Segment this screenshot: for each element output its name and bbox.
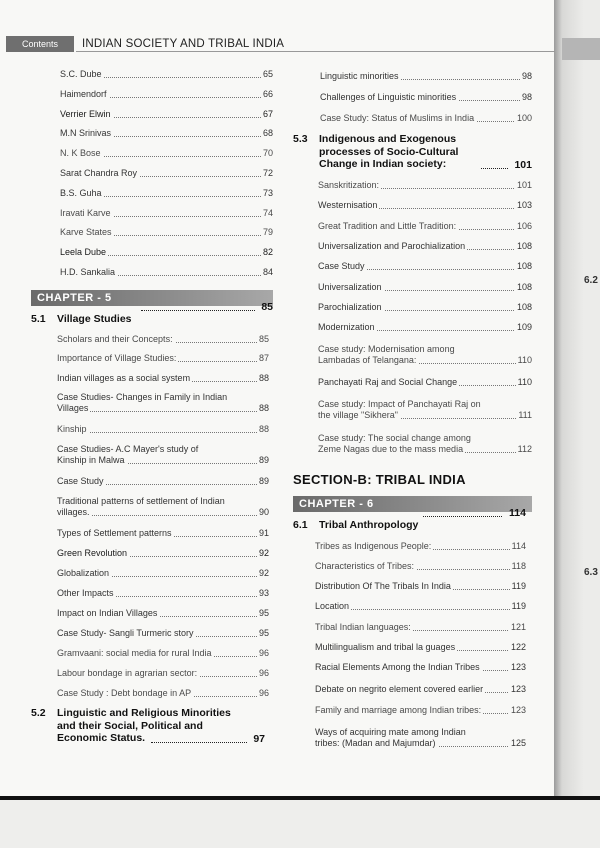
entry-page: 125: [510, 738, 526, 748]
entry-title: Multilingualism and tribal la guages: [315, 642, 456, 652]
toc-entry[interactable]: [57, 528, 269, 539]
entry-page: 92: [258, 548, 269, 558]
entry-page: 72: [262, 168, 273, 178]
entry-title: Great Tradition and Little Tradition:: [318, 221, 457, 231]
toc-entry[interactable]: [315, 662, 526, 673]
toc-entry[interactable]: [318, 433, 532, 455]
entry-title: Ways of acquiring mate among Indian: [315, 727, 466, 737]
entry-title: Indian villages as a social system: [57, 373, 191, 383]
section-5-2-heading[interactable]: [31, 707, 265, 745]
toc-entry[interactable]: [315, 581, 526, 592]
entry-page: 96: [258, 668, 269, 678]
section-page: 114: [509, 506, 526, 519]
toc-entry[interactable]: [318, 221, 532, 232]
margin-label-6-2: 6.2: [584, 275, 598, 286]
entry-title: N. K Bose: [60, 148, 101, 158]
next-page-edge: [554, 0, 600, 796]
section-title: Tribal Anthropology: [319, 519, 419, 531]
toc-entry[interactable]: [60, 188, 273, 199]
entry-page: 123: [510, 662, 526, 672]
toc-entry[interactable]: [60, 89, 273, 100]
entry-title: Other Impacts: [57, 588, 114, 598]
toc-entry[interactable]: [318, 322, 532, 333]
entry-page: 85: [258, 334, 269, 344]
toc-entry[interactable]: [60, 267, 273, 278]
entry-title-line2: tribes: (Madan and Majumdar): [315, 738, 436, 748]
entry-title: Types of Settlement patterns: [57, 528, 172, 538]
toc-entry[interactable]: [57, 588, 269, 599]
toc-entry[interactable]: [57, 648, 269, 659]
entry-page: 123: [510, 684, 526, 694]
toc-entry[interactable]: [57, 424, 269, 435]
entry-title: Case study: Impact of Panchayati Raj on: [318, 399, 481, 409]
entry-title-line2: the village "Sikhera": [318, 410, 398, 420]
section-title-line2: and their Social, Political and: [57, 719, 203, 732]
entry-page: 88: [258, 424, 269, 434]
entry-title: Karve States: [60, 227, 112, 237]
toc-entry[interactable]: [318, 399, 532, 421]
entry-title: Case Study: [57, 476, 104, 486]
chapter-6-banner: CHAPTER - 6: [293, 496, 532, 512]
entry-page: 114: [511, 541, 526, 551]
entry-page: 110: [517, 377, 532, 387]
toc-entry[interactable]: [57, 353, 269, 364]
entry-page: 84: [262, 267, 273, 277]
toc-entry[interactable]: [318, 282, 532, 293]
entry-title: Verrier Elwin: [60, 109, 111, 119]
entry-page: 96: [258, 648, 269, 658]
entry-title: Traditional patterns of settlement of Indian: [57, 496, 225, 506]
toc-entry[interactable]: [315, 642, 526, 653]
margin-label-6-3: 6.3: [584, 567, 598, 578]
entry-title: Gramvaani: social media for rural India: [57, 648, 212, 658]
entry-page: 65: [262, 69, 273, 79]
toc-entry[interactable]: [315, 601, 526, 612]
entry-page: 118: [511, 561, 526, 571]
entry-page: 98: [521, 71, 532, 81]
entry-page: 109: [516, 322, 532, 332]
entry-title: Family and marriage among Indian tribes:: [315, 705, 482, 715]
entry-page: 73: [262, 188, 273, 198]
section-number: 5.2: [31, 707, 46, 719]
entry-title: Case Study : Debt bondage in AP: [57, 688, 192, 698]
entry-title-line2: Kinship in Malwa: [57, 455, 125, 465]
entry-title: Case study: Modernisation among: [318, 344, 455, 354]
toc-entry[interactable]: [318, 302, 532, 313]
entry-title: Globalization: [57, 568, 110, 578]
entry-page: 108: [516, 282, 532, 292]
entry-page: 122: [510, 642, 526, 652]
entry-page: 92: [258, 568, 269, 578]
entry-title: Sanskritization:: [318, 180, 380, 190]
entry-title: Location: [315, 601, 350, 611]
contents-tab: Contents: [6, 36, 74, 52]
section-title-line1: Indigenous and Exogenous: [319, 133, 457, 145]
entry-page: 101: [516, 180, 532, 190]
toc-entry[interactable]: [57, 444, 269, 466]
entry-title: Labour bondage in agrarian sector:: [57, 668, 198, 678]
entry-page: 98: [521, 92, 532, 102]
entry-page: 119: [511, 601, 526, 611]
entry-title: H.D. Sankalia: [60, 267, 116, 277]
entry-page: 96: [258, 688, 269, 698]
entry-title: Haimendorf: [60, 89, 107, 99]
entry-page: 108: [516, 302, 532, 312]
entry-page: 90: [258, 507, 269, 517]
toc-entry[interactable]: [315, 727, 526, 749]
next-page-tab: [562, 38, 600, 60]
entry-title: Challenges of Linguistic minorities: [320, 92, 457, 102]
toc-entry[interactable]: [320, 71, 532, 82]
entry-title: Case Study: [318, 261, 365, 271]
chapter-5-banner: CHAPTER - 5: [31, 290, 273, 306]
entry-title: Linguistic minorities: [320, 71, 399, 81]
entry-title: B.S. Guha: [60, 188, 102, 198]
toc-entry[interactable]: [57, 628, 269, 639]
section-number: 6.1: [293, 519, 308, 531]
toc-entry[interactable]: [60, 247, 273, 258]
toc-entry[interactable]: [318, 261, 532, 272]
section-title-line1: Linguistic and Religious Minorities: [57, 707, 231, 719]
leader-dots: [151, 742, 247, 743]
entry-page: 91: [258, 528, 269, 538]
toc-entry[interactable]: [315, 561, 526, 572]
section-number: 5.1: [31, 313, 46, 325]
entry-title: Modernization: [318, 322, 375, 332]
entry-title: Importance of Village Studies:: [57, 353, 177, 363]
entry-page: 121: [510, 622, 526, 632]
toc-entry[interactable]: [318, 377, 532, 388]
toc-entry[interactable]: [57, 496, 269, 518]
toc-entry[interactable]: [320, 92, 532, 103]
entry-title-line2: villages.: [57, 507, 90, 517]
entry-title: Kinship: [57, 424, 87, 434]
entry-title-line2: Lambadas of Telangana:: [318, 355, 417, 365]
leader-dots: [423, 516, 502, 517]
toc-entry[interactable]: [320, 113, 532, 124]
entry-page: 110: [517, 355, 532, 365]
entry-title: Impact on Indian Villages: [57, 608, 158, 618]
entry-page: 74: [262, 208, 273, 218]
entry-title: Debate on negrito element covered earlier: [315, 684, 484, 694]
section-title: Village Studies: [57, 313, 132, 325]
section-5-3-heading[interactable]: [293, 133, 532, 171]
entry-title: M.N Srinivas: [60, 128, 112, 138]
section-page: 97: [253, 732, 265, 745]
entry-page: 123: [510, 705, 526, 715]
entry-title: Case Studies- A.C Mayer's study of: [57, 444, 199, 454]
entry-title: Distribution Of The Tribals In India: [315, 581, 451, 591]
entry-title: Racial Elements Among the Indian Tribes: [315, 662, 480, 672]
entry-page: 68: [262, 128, 273, 138]
entry-title: Characteristics of Tribes:: [315, 561, 415, 571]
entry-title: Iravati Karve: [60, 208, 111, 218]
entry-page: 93: [258, 588, 269, 598]
toc-entry[interactable]: [57, 392, 269, 414]
entry-title: Case study: The social change among: [318, 433, 471, 443]
entry-page: 87: [258, 353, 269, 363]
entry-title: Parochialization: [318, 302, 382, 312]
toc-entry[interactable]: [57, 568, 269, 579]
entry-page: 82: [262, 247, 273, 257]
page-header: [0, 36, 555, 52]
entry-title: Tribal Indian languages:: [315, 622, 411, 632]
entry-title: Tribes as Indigenous People:: [315, 541, 432, 551]
toc-entry[interactable]: [60, 128, 273, 139]
section-page: 101: [514, 158, 532, 171]
toc-entry[interactable]: [318, 200, 532, 211]
section-title-line2: processes of Socio-Cultural: [319, 145, 459, 158]
toc-entry[interactable]: [57, 548, 269, 559]
entry-page: 66: [262, 89, 273, 99]
entry-title: S.C. Dube: [60, 69, 102, 79]
entry-page: 111: [518, 410, 532, 420]
toc-entry[interactable]: [60, 109, 273, 120]
entry-title: Case Studies- Changes in Family in Indian: [57, 392, 228, 402]
toc-entry[interactable]: [60, 208, 273, 219]
entry-title: Universalization and Parochialization: [318, 241, 466, 251]
entry-page: 108: [516, 241, 532, 251]
entry-page: 89: [258, 476, 269, 486]
entry-title-line2: Villages: [57, 403, 89, 413]
toc-entry[interactable]: [57, 373, 269, 384]
entry-page: 106: [516, 221, 532, 231]
toc-entry[interactable]: [57, 334, 269, 345]
entry-title: Panchayati Raj and Social Change: [318, 377, 458, 387]
toc-entry[interactable]: [57, 476, 269, 487]
entry-title: Universalization: [318, 282, 382, 292]
toc-entry[interactable]: [318, 241, 532, 252]
entry-page: 112: [517, 444, 532, 454]
entry-page: 79: [262, 227, 273, 237]
toc-entry[interactable]: [315, 541, 526, 552]
toc-entry[interactable]: [315, 705, 526, 716]
section-title-line3: Change in Indian society:: [319, 158, 447, 170]
leader-dots: [141, 310, 255, 311]
entry-title: Leela Dube: [60, 247, 107, 257]
entry-title: Scholars and their Concepts:: [57, 334, 173, 344]
page-bottom-edge: [0, 796, 600, 800]
section-number: 5.3: [293, 133, 308, 145]
toc-entry[interactable]: [60, 168, 273, 179]
entry-page: 89: [258, 455, 269, 465]
entry-page: 95: [258, 608, 269, 618]
toc-entry[interactable]: [57, 608, 269, 619]
toc-entry[interactable]: [315, 622, 526, 633]
entry-page: 88: [258, 373, 269, 383]
entry-page: 119: [511, 581, 526, 591]
entry-title: Westernisation: [318, 200, 378, 210]
entry-title: Green Revolution: [57, 548, 128, 558]
entry-page: 100: [516, 113, 532, 123]
toc-entry[interactable]: [60, 227, 273, 238]
entry-page: 108: [516, 261, 532, 271]
leader-dots: [481, 168, 508, 169]
section-page: 85: [261, 300, 273, 313]
toc-entry[interactable]: [318, 344, 532, 366]
entry-page: 70: [262, 148, 273, 158]
toc-entry[interactable]: [318, 180, 532, 191]
toc-entry[interactable]: [57, 668, 269, 679]
section-title-line3: Economic Status.: [57, 732, 146, 744]
toc-entry[interactable]: [57, 688, 269, 699]
entry-page: 88: [258, 403, 269, 413]
toc-entry[interactable]: [60, 69, 273, 80]
entry-title: Case Study- Sangli Turmeric story: [57, 628, 194, 638]
entry-page: 103: [516, 200, 532, 210]
section-b-heading: SECTION-B: TRIBAL INDIA: [293, 472, 466, 487]
entry-title-line2: Zeme Nagas due to the mass media: [318, 444, 464, 454]
entry-page: 67: [262, 109, 273, 119]
toc-entry[interactable]: [60, 148, 273, 159]
header-rule: [76, 51, 555, 52]
entry-title: Case Study: Status of Muslims in India: [320, 113, 475, 123]
entry-page: 95: [258, 628, 269, 638]
toc-entry[interactable]: [315, 684, 526, 695]
book-title: INDIAN SOCIETY AND TRIBAL INDIA: [82, 38, 285, 50]
entry-title: Sarat Chandra Roy: [60, 168, 138, 178]
